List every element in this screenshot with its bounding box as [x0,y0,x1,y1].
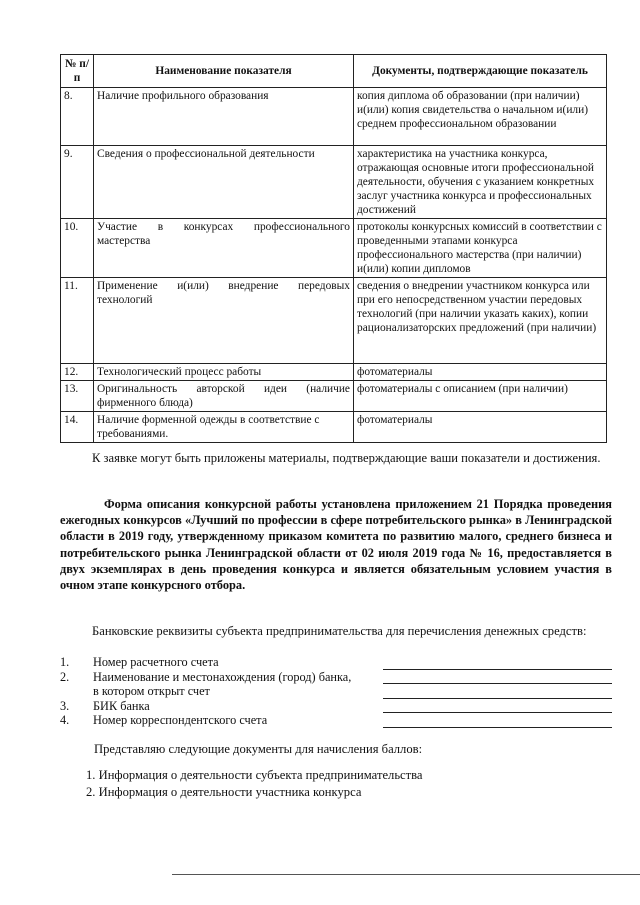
bank-item-label: БИК банка [93,698,150,713]
row-num: 9. [61,146,94,219]
docs-intro: Представляю следующие документы для начисления баллов: [94,742,423,756]
bik-field[interactable] [383,702,612,713]
table-row [61,88,607,146]
row-docs: фотоматериалы с описанием (при наличии) [354,381,607,412]
row-num: 14. [61,412,94,443]
row-num: 13. [61,381,94,412]
table-row [61,146,607,219]
bank-item-label: Наименование и местонахождения (город) банка, [93,669,352,684]
bank-item-num: 2. [60,669,70,684]
row-docs: фотоматериалы [354,364,607,381]
row-name: Применение и(или) внедрение передовых технологий [94,278,354,364]
bank-intro: Банковские реквизиты субъекта предпринимательства для перечисления денежных средств: [92,624,587,638]
bank-item [60,655,612,670]
table-row [61,412,607,443]
row-num: 8. [61,88,94,146]
table-row [61,278,607,364]
row-name: Сведения о профессиональной деятельности [94,146,354,219]
row-docs: характеристика на участника конкурса, отражающая основные итоги профессиональной деятельности, обучения с указанием конкретных заслуг участника конкурса и профессиональных достижений [354,146,607,219]
corr-account-field[interactable] [383,717,612,728]
bank-item-label: Номер расчетного счета [93,655,219,669]
table-row [61,219,607,278]
bank-location-field[interactable] [383,688,612,699]
page-edge-line [172,874,640,875]
note-paragraph: К заявке могут быть приложены материалы, подтверждающие ваши показатели и достижения. [92,451,601,465]
table-row [61,364,607,381]
row-name: Оригинальность авторской идеи (наличие фирменного блюда) [94,381,354,412]
bank-item-cont [60,684,612,699]
row-num: 12. [61,364,94,381]
row-name: Участие в конкурсах профессионального мастерства [94,219,354,278]
bank-item [60,670,612,685]
row-num: 10. [61,219,94,278]
row-num: 11. [61,278,94,364]
row-name: Наличие профильного образования [94,88,354,146]
bank-item-num: 1. [60,655,70,669]
bank-item-label: в котором открыт счет [93,684,210,698]
row-docs: сведения о внедрении участником конкурса или при его непосредственном участии передовых технологий (при наличии указать каких), копии рационализаторских предложений (при наличии) [354,278,607,364]
form-paragraph: Форма описания конкурсной работы установлена приложением 21 Порядка проведения ежегодных конкурсов «Лучший по профессии в сфере потребительского рынка» в Ленинградской области в 2019 году, утвержденному приказом комитета по развитию малого, среднего бизнеса и потребительского рынка Ленинградской области от 02 июля 2019 года № 16, предоставляется в двух экземплярах в день проведения конкурса и является обязательным условием участия в очном этапе конкурсного отбора. [60,497,612,593]
row-name: Наличие форменной одежды в соответствие с требованиями. [94,412,354,443]
list-item: 1. Информация о деятельности субъекта предпринимательства [86,768,423,782]
indicators-table [60,54,607,443]
bank-item [60,713,612,728]
row-name: Технологический процесс работы [94,364,354,381]
list-item: 2. Информация о деятельности участника конкурса [86,785,362,799]
docs-list [86,767,423,801]
bank-item-num: 4. [60,713,70,727]
bank-name-field[interactable] [383,673,612,684]
row-docs: копия диплома об образовании (при наличии) и(или) копия свидетельства о начальном и(или) среднем профессиональном образовании [354,88,607,146]
row-docs: протоколы конкурсных комиссий в соответствии с проведенными этапами конкурса профессионального мастерства (при наличии) и(или) копии дипломов [354,219,607,278]
header-num: № п/п [61,55,94,88]
bank-requisites [60,655,612,728]
header-name: Наименование показателя [94,55,354,88]
bank-item [60,699,612,714]
bank-item-label: Номер корреспондентского счета [93,713,268,727]
header-docs: Документы, подтверждающие показатель [354,55,607,88]
bank-item-num: 3. [60,698,70,713]
row-docs: фотоматериалы [354,412,607,443]
table-row [61,381,607,412]
table-header-row [61,55,607,88]
account-number-field[interactable] [383,659,612,670]
